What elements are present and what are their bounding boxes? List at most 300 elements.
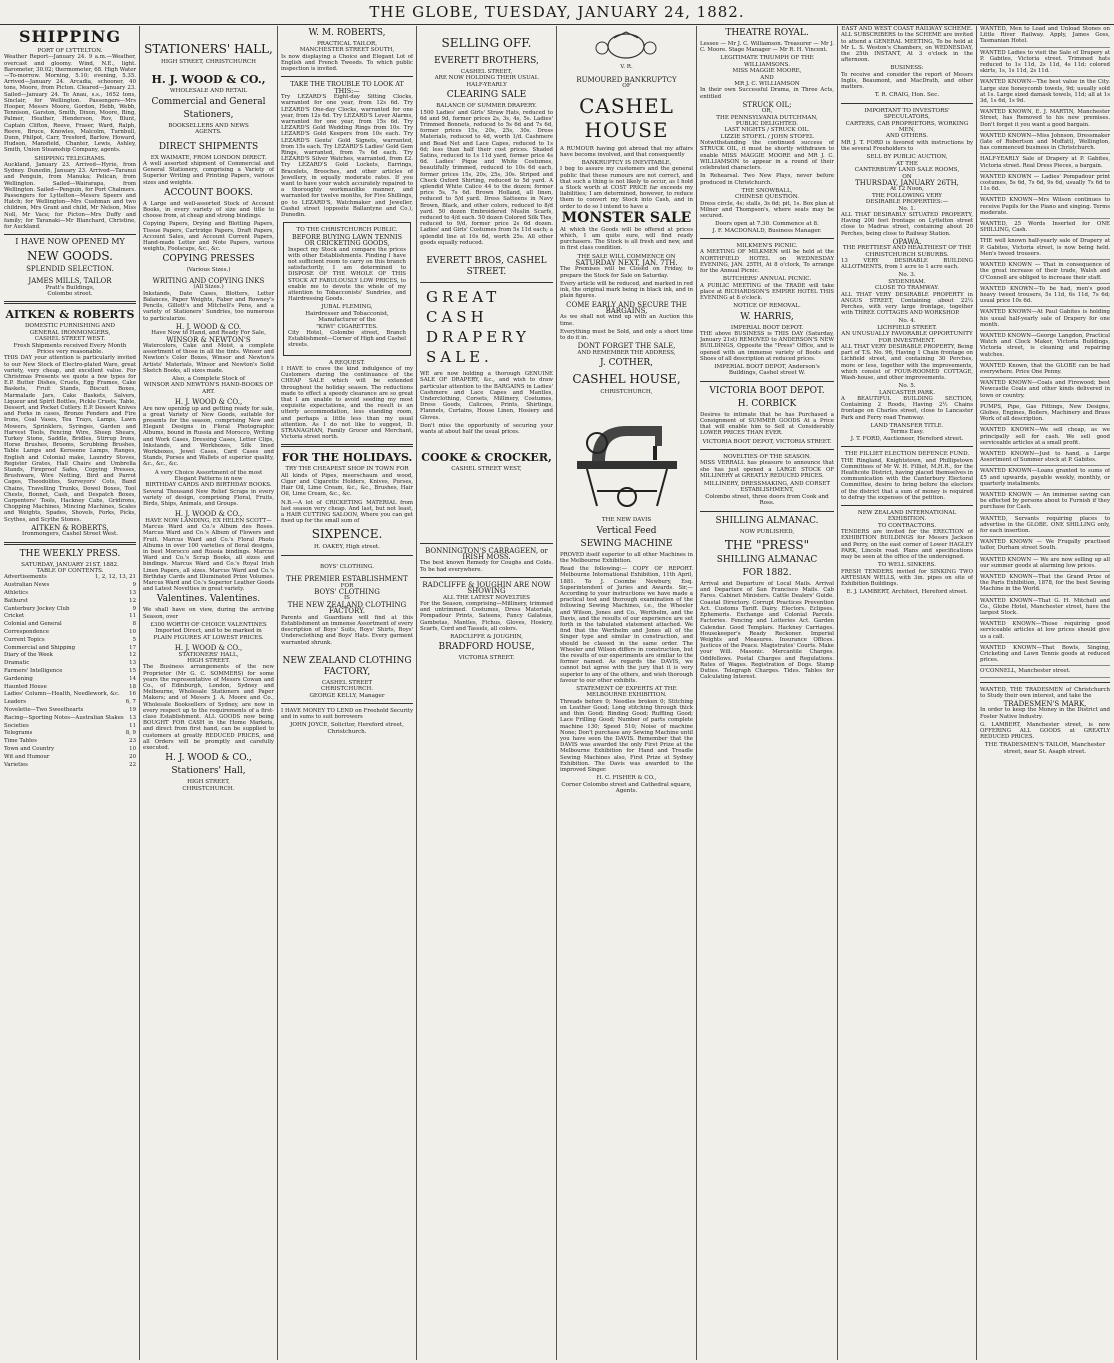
wanted-ad: WANTED KNOWN — An immense saving can be effected by persons about to Furnish if they purchase for Cash.	[980, 492, 1110, 514]
tradesmens-tailor: THE TRADESMEN'S TAILOR, Manchester street, near St. Asaph street.	[984, 742, 1106, 755]
port-heading: PORT OF LYTTELTON.	[37, 48, 103, 54]
column-8	[980, 26, 1110, 1360]
davis: THE NEW DAVIS	[601, 517, 652, 524]
relief: Several Thousand New Relief Scraps in every variety of design, comprising Floral, Fruits, Birds, Ships, Animals, and Groups.	[143, 488, 274, 508]
struck-oil: STRUCK OIL;	[742, 100, 792, 109]
wanted-ad: WANTED KNOWN—Those requiring good serviceable articles at low prices should give us a call.	[980, 621, 1110, 643]
dutchman: THE PENNSYLVANIA DUTCHMAN,	[716, 114, 818, 121]
tailor: PRACTICAL TAILOR,	[316, 41, 377, 47]
wood-2: H. J. WOOD & CO.	[175, 322, 242, 331]
corbick-addr: VICTORIA BOOT DEPOT, VICTORIA STREET.	[702, 438, 832, 445]
doors: Doors open at 7.30. Commence at 8.	[715, 221, 819, 228]
colombo: Colombo street.	[47, 290, 93, 297]
exhibition: NEW ZEALAND INTERNATIONAL EXHIBITION.	[857, 509, 957, 523]
landing: HAVE NOW LANDING, EX HELEN SCOTT—	[145, 517, 272, 524]
wanted-ad: WANTED, Servants requiring places to advertise in the GLOBE. ONE SHILLING only, for each insertion.	[980, 516, 1110, 538]
toc-item-page: 11	[129, 613, 136, 620]
domestic: DOMESTIC FURNISHING AND	[24, 323, 116, 330]
toc-item	[4, 738, 136, 746]
agents: AGENTS.	[195, 129, 222, 136]
victoria-boot: VICTORIA BOOT DEPOT.	[709, 385, 825, 396]
account-books: ACCOUNT BOOKS.	[164, 187, 253, 198]
legitimate: LEGITIMATE TRIUMPH OF THE WILLIAMSONS.	[720, 55, 814, 68]
toc-item	[4, 652, 136, 660]
lambert: E. J. LAMBERT, Architect, Hereford street.	[846, 589, 968, 596]
public: PUBLIC DELIGHTED.	[735, 121, 799, 128]
selling-off: SELLING OFF.	[441, 36, 532, 50]
toc-item-name: Novelette—Two Sweethearts	[4, 707, 84, 714]
wanted-ad: WANTED KNOWN — We are now selling up all our summer goods at alarming low prices.	[980, 557, 1110, 572]
auction-note: As we shall not wind up with an Auction this time.	[560, 314, 693, 327]
toc-item-page: 9	[132, 582, 136, 589]
everett-sign: EVERETT BROS, CASHEL STREET.	[426, 256, 547, 278]
kiwi: "KIWI" CIGARETTES.	[316, 323, 378, 330]
victoria-4: VICTORIA STREET.	[458, 655, 515, 662]
toc-item	[4, 676, 136, 684]
christchurch-2: CHRISTCHURCH.	[182, 785, 235, 792]
booksellers: BOOKSELLERS AND NEWS	[168, 122, 249, 129]
toc-item	[4, 707, 136, 715]
rehearsal: In Rehearsal. Two New Plays, never before produced in Christchurch.	[700, 173, 834, 186]
cooke-addr: CASHEL STREET WEST,	[451, 466, 522, 473]
toc-item	[4, 723, 136, 731]
winsor-also: Also, a Complete Stock of	[172, 375, 245, 382]
cashel-st: CASHEL STREET WEST.	[34, 336, 106, 343]
val-plain: PLAIN FIGURES AT LOWEST PRICES.	[153, 634, 264, 641]
choice: A very Choice Assortment of the most Elegant Patterns in new	[154, 469, 263, 482]
winsor-head: Have Now to Hand, and Ready For Sale,	[151, 330, 266, 337]
davis-text: Read the following:— COPY OF REPORT. Melbourne International Exhibition, 11th April, 1881. To J. Coombe Newbury, Esq. Superintendent of Juries and Awards. Sir,—According to your instructions we have made a practical test and thorough examination of the following Sewing Machines, i.e., the Wheeler and Wilson, Jones and Co., Werthelm, and the Davis, and the results of our experience are set forth in the tabulated statement attached. We find that the Werthelm and Jones all of the Singer type and similar in construction, and should be classed in the same order. The Wheeler and Wilson differs in construction, but the results of our experiments are similar to the former named. As regards the DAVIS, we cannot but agree with the jury that it is very superior to any of the others, and wish thorough favour to our other exhibits.	[560, 566, 693, 684]
opawa: OPAWA.	[892, 237, 922, 246]
telegrams-report: Auckland, January 23. Arrived—Hyrie, from Sydney. Dunedin, January 23. Arrived—Taranui and Penguin, from Manuka; Pelican, from Wellington. Sailed—Wairarapa, from Wellington. Sailed—Penguin, for Port Chalmers. Passengers for Lyttelton—Messrs Speers and Hatch; for Wellington—Mrs Cushman and two children, Mrs Grant and child, Mr Nelson, Miss Noll, Mr Vace; for Picton—Mrs Duffy and family; for Taranaki—Mr Blanchard, Christine, for Auckland.	[4, 162, 136, 231]
no5-text: A BEAUTIFUL BUILDING SECTION, Containing 2 Roods, Having 2½ Chains frontage on Charles street, close to Lancaster Park and Ferry road Tramway.	[841, 396, 973, 421]
before: BEFORE BUYING LAWN TENNIS OR CRICKETING GOODS,	[292, 232, 402, 248]
toc-item-name: Telegrams	[4, 730, 33, 737]
rooms: CANTERBURY LAND SALE ROOMS,	[854, 167, 960, 174]
wood-5: H. J. WOOD & CO.,	[174, 644, 243, 653]
toc-item-name: Farmers' Intelligence	[4, 668, 63, 675]
sixpence: SIXPENCE.	[311, 527, 383, 542]
monster-sale: MONSTER SALE	[561, 209, 692, 226]
boys-heading: BOYS' CLOTHING.	[320, 563, 374, 570]
wanted-ad: WANTED KNOWN—That Bowls, Singing, Cricketing and Lawn Tennis goods at reduced prices.	[980, 645, 1110, 667]
election: THE FILLIET ELECTION DEFENCE FUND.	[844, 451, 970, 458]
toc-item-name: Colonial and General	[4, 621, 62, 628]
bonnington: BONNINGTON'S CARRAGEEN, or IRISH MOSS.	[425, 546, 548, 561]
great-cash-sale: GREAT CASH DRAPERY SALE.	[426, 288, 530, 367]
wanted-ad: WANTED KNOWN—Coals and Firewood; best Newcastle Coals and other kinds delivered in town or country.	[980, 380, 1110, 402]
wanted-ad: WANTED KNOWN, E. J. MARTIN, Manchester Street, has Removed to his new premises. Don't forget it you want a good bargain.	[980, 109, 1110, 131]
toc-item-name: Gardening	[4, 675, 33, 682]
holidays: FOR THE HOLIDAYS.	[281, 451, 413, 465]
toc-item-page: 16	[129, 691, 136, 698]
wanted-list	[980, 26, 1110, 678]
bradford: BRADFORD HOUSE,	[438, 642, 535, 653]
column-1	[4, 26, 136, 1360]
masthead: THE GLOBE, TUESDAY, JANUARY 24, 1882.	[0, 0, 1114, 25]
val-imported: Imported Direct, and to be marked in	[155, 628, 262, 635]
valentines: Valentines. Valentines.	[156, 594, 261, 605]
toc-item-page: 12	[129, 652, 136, 659]
request-text: I HAVE to crave the kind indulgence of my Customers during the continuance of the CHEAP SALE which will be extended throughout the holiday season. The reductions made to effect a speedy clearance are so great that I am unable to avoid seeding my most exquisite expectations, and the result is an utterly accommodation, less standing room, and perhaps a little less than my usual attention. As I do not like to suggest, D. STRANAGHAN, Family Grocer and Merchant, Victoria street north.	[281, 365, 413, 441]
column-7	[841, 26, 973, 1360]
no1-text: ALL THAT DESIRABLY SITUATED PROPERTY, Having 200 feet frontage on Lyttelton street close to Madras street, containing about 20 Perches, being close to Railway Station.	[841, 211, 973, 237]
wanted-ad: WANTED, 25 Words Inserted for ONE SHILLING, Cash.	[980, 221, 1110, 236]
cooke: COOKE & CROCKER,	[421, 451, 552, 465]
column-2	[143, 26, 274, 1360]
rumoured: RUMOURED BANKRUPTCY	[576, 75, 677, 84]
last-nights: LAST NIGHTS / STRUCK OIL.	[724, 127, 810, 134]
column-3	[281, 26, 413, 1360]
toc-item	[4, 613, 136, 621]
carters: CARTERS, CAB PROPRIETORS, WORKING MEN,	[845, 120, 969, 134]
fisher-addr: Corner Colombo street and Cathedral square, Agents.	[561, 781, 692, 795]
awards-head: STATEMENT OF EXPERTS AT THE MELBOURNE EXHIBITION.	[576, 686, 677, 699]
following: THE FOLLOWING VERY	[872, 192, 942, 199]
wanted-ad: WANTED KNOWN—To be had, men's good heavy tweed trousers, 5s 11d, 6s 11d, 7s 6d; usual price 10s 6d.	[980, 286, 1110, 308]
landing-text: Marcus Ward and Co.'s Album des Roses. Marcus Ward and Co.'s Album of Flowers and Fruit. Marcus Ward and Co.'s Floral Photo Albums in over 100 varieties of floral designs, in best Morocco and Russia bindings. Marcus Ward and Co.'s Scrap Books, all sizes and bindings. Marcus Ward and Co.'s Royal Irish Linen Papers, all sizes. Marcus Ward and Co.'s Birthday Cards and Illuminated Prize Volumes. Marcus Ward and Co.'s Superior Leather Goods and Latest Novelties in great variety.	[143, 524, 274, 593]
inks-text: Inkstands, Date Cases, Blotters, Letter Balances, Paper Weights, Faber and Rowney's Pencils, Gillott's and Mitchell's Pens, and a variety of Stationers' Sundries, too numerous to particularize.	[143, 290, 274, 322]
notwith: Notwithstanding the continued success of STRUCK OIL, it must be shortly withdrawn to enable MISS MAGGIE MOORE and MR J. C. WILLIAMSON to appear in a round of their celebrated characters.	[700, 140, 834, 172]
toc-item-page: 1, 2, 12, 13, 21	[94, 574, 136, 581]
wanted-ad: WANTED KNOWN—Miss Johnson, Dressmaker (late of Robertson and Moffatt), Wellington, has commenced business in Christchurch.	[980, 133, 1110, 155]
toc-item-name: Canterbury Jockey Club	[4, 605, 70, 612]
toc-item-name: Advertisements	[4, 574, 47, 581]
for-label: FOR	[340, 582, 354, 589]
closed: The Premises will be Closed on Friday, to prepare the Stock for Sale on Saturday.	[560, 266, 693, 279]
radcliffe: RADCLIFFE & JOUGHIN ARE NOW SHOWING	[422, 580, 551, 596]
toc-item	[4, 645, 136, 653]
aitken-heading: AITKEN & ROBERTS	[5, 308, 135, 322]
no4-text: ALL THAT VERY DESIRABLE PROPERTY, Being part of T.S. No. 96, Having 1 Chain frontage on Lichfield street, and containing 30 Perches, more or less, together with the improvements, which consist of FOUR-ROOMED COTTAGE, Wash-house, and other improvements.	[841, 344, 973, 382]
toc-item-page: 13	[129, 590, 136, 597]
stationers-hall: STATIONERS' HALL,	[144, 42, 273, 56]
birthday: BIRTHDAY CARDS AND BIRTHDAY BOOKS.	[145, 482, 272, 489]
toc-item-page: 11	[129, 722, 136, 729]
toc-item	[4, 730, 136, 738]
tramway: CLOSE TO TRAMWAY.	[874, 285, 940, 292]
wells: TO WELL SINKERS.	[878, 562, 936, 569]
boys-clothing: BOYS' CLOTHING	[314, 588, 380, 597]
everett: EVERETT BROTHERS,	[434, 56, 539, 66]
fresh: Fresh Shipments received Every Month	[13, 342, 127, 349]
toc-item	[4, 582, 136, 590]
cricket-box	[283, 222, 411, 355]
weekly-press: THE WEEKLY PRESS.	[19, 548, 121, 559]
wanted-ad: WANTED KNOWN—Loans granted to sums of £5 and upwards, payable weekly, monthly, or quarterly instalments.	[980, 468, 1110, 490]
contractors: TO CONTRACTORS.	[877, 522, 937, 529]
for-1882: FOR 1882.	[742, 568, 792, 579]
clearing-sale: CLEARING SALE	[446, 90, 527, 101]
clocks-text: Try LEZARD'S Eight-day Sitting Clocks, warranted for one year, from 12s 6d. Try LEZARD'S One-day Clocks, warranted for one year, from 12s 6d. Try LEZARD'S Lever Alarms, warranted for one year, from 15s 6d. Try LEZARD'S Gold Wedding Rings from 10s. Try LEZARD'S Gold Keepers from 10s each. Try LEZARD'S Genta' Gold Signets, warranted, from 15s each. Try LEZARD'S Ladies' Gold Gem Rings, warranted, from 7s 6d each. Try LEZARD'S Silver Watches, warranted, from £2. Try LEZARD'S Gold Lockets, Earrings, Bracelets, Brooches, and other articles of Jewellery, in equally moderate rates. If you want to have your watch accurately repaired to a thoroughly workmanlike manner, and warranted for twelve months, for Five Shillings, go to LEZARD'S, Watchmaker and Jeweller, Cashel street (opposite Ballantyne and Co.), Dunedin.	[281, 94, 413, 219]
money: I HAVE MONEY TO LEND on Freehold Security and in sums to suit borrowers	[281, 707, 413, 721]
christchurch-5: CHRISTCHURCH,	[600, 388, 653, 395]
prettiest: THE PRETTIEST AND HEALTHIEST OF THE CHRISTCHURCH SUBURBS.	[842, 245, 972, 258]
lambert-t: G. LAMBERT, Manchester street, is now OFFERING ALL GOODS at GREATLY REDUCED PRICES.	[980, 721, 1110, 741]
dont-forget: DONT FORGET THE SALE,	[577, 342, 676, 351]
toc-item-name: Bathurst	[4, 597, 28, 604]
ironmongers: GENERAL IRONMONGERS,	[29, 329, 111, 336]
shilling-almanac-2: SHILLING ALMANAC	[716, 555, 818, 566]
toc-item-page: 15	[129, 668, 136, 675]
trademark: TRADESMEN'S MARK,	[1003, 700, 1087, 709]
wood-4: H. J. WOOD & CO.,	[174, 510, 243, 519]
roberts-text: Is now displaying a Choice and Elegant Lot of English and French Tweeds. To which public inspection is invited.	[281, 53, 413, 73]
toc-item-name: Cricket	[4, 613, 25, 620]
theatre-staff: Lessee — Mr J. C. Williamson. Treasurer — Mr J. C. Moore. Stage Manager — Mr R. H. Vincent.	[700, 41, 834, 54]
have-now: I HAVE NOW OPENED MY	[15, 237, 125, 247]
verrall: MISS VERRALL has pleasure to announce that she has just opened a LARGE STOCK OF MILLINERY at GREATLY REDUCED PRICES.	[700, 460, 834, 479]
winsor: WINSOR & NEWTON'S	[166, 335, 251, 344]
auction: SELL BY PUBLIC AUCTION,	[866, 154, 948, 161]
splendid: SPLENDID SELECTION.	[26, 264, 114, 273]
important: IMPORTANT TO INVESTORS' SPECULATORS,	[864, 107, 950, 121]
ford: MR J. T. FORD is favored with instructions by the several Freeholders to	[841, 139, 973, 153]
bonnington-text: The best known Remedy for Coughs and Colds. To be had everywhere.	[420, 560, 553, 573]
awards-text: Threads before 0; Needles broken 0; Stitching on Leather Good; Long stitching through thick and thin Good; Binding Good; Ruffling Good; Lace Frilling Good; Number of parts complete machine 130; Speed 510; Noise of machine None; Don't purchase any Sewing Machine until you have seen the DAVIS. Remember that the DAVIS was awarded the only First Prize at the Melbourne Exhibition for Hand and Treadle Sewing Machines also, First Prize at Sydney Exhibition. The Davis was awarded to the improved Singer.	[560, 698, 693, 774]
waimate: EX WAIMATE, FROM LONDON DIRECT.	[150, 154, 267, 161]
toc-item-page: 13	[129, 660, 136, 667]
press-title: THE "PRESS"	[724, 538, 810, 553]
business: BUSINESS:	[890, 65, 924, 72]
and-1: AND	[760, 74, 774, 81]
wanted-ad: WANTED Known, that the GLOBE can be had everywhere. Price One Penny.	[980, 363, 1110, 378]
wanted-ad: PUMPS, Pipe, Gas Fittings, New Designs, Globes, Engines, Boilers, Machinery and Brass Work of all description.	[980, 404, 1110, 426]
new-goods: NEW GOODS.	[27, 248, 113, 263]
novelties-text: For the Season, comprising—Millinery, trimmed and untrimmed. Costumes, Dress Materials, Pompadour Prints, Sateens, Fancy Galateas, Gambetas, Mantles, Fichus, Gloves, Hosiery, Scarfs, Cord and Tassels, all colors.	[420, 600, 553, 632]
bankruptcy: BANKRUPTCY IS INEVITABLE,	[581, 160, 672, 167]
toc-item	[4, 684, 136, 692]
wanted-ad: HALF-YEARLY Sale of Drapery at P. Gabites, Victoria street. Real Dress Pieces, a bargain.	[980, 156, 1110, 171]
copying-text: Copying Papers, Drying and Blotting Papers, Tissue Papers, Cartridge Papers, Draft Papers, Account Sales, and Account Current Papers, Hand-made Letter and Note Papers, various weights, Foolscaps, &c., &c.	[143, 221, 274, 253]
toc-item-name: Athletics	[4, 590, 29, 597]
toc-item-page: 8, 9	[125, 730, 136, 737]
toc-item-name: Town and Country	[4, 746, 55, 752]
toc-item-name: Wit and Humour	[4, 753, 50, 760]
toc-item	[4, 691, 136, 699]
wanted-ad: O'CONNELL, Manchester street.	[980, 668, 1110, 677]
harris-text: THE above BUSINESS is THIS DAY (Saturday, January 21st) REMOVED to ANDERSON'S NEW BUILDINGS, Opposite the "Press" Office, and is opened with an immense variety of Boots and Shoes of all description at reduced prices.	[700, 330, 834, 362]
toc-item-name: Ladies' Column—Health, Needlework, &c.	[4, 691, 120, 698]
railway-text: ALL SUBSCRIBERS to the SCHEME are invited to attend a GENERAL MEETING, To be held at Mr L. S. Weston's Chambers, on WEDNESDAY, the 25th INSTANT, At 3 o'clock in the afternoon.	[841, 32, 973, 64]
boys-text: Parents and Guardians will find at this Establishment an immense Assortment of every description of Boys' Suits, Boys' Shirts, Boys' Undersclothing and Boys' Hats. Every garment warranted shrunk.	[281, 614, 413, 646]
no4: No. 4.	[898, 318, 916, 325]
remember-address: AND REMEMBER THE ADDRESS,	[577, 349, 676, 356]
request: A REQUEST.	[328, 359, 365, 366]
verrall-addr: Colombo street, three doors from Cook and Ross.	[705, 493, 829, 507]
fleming: JUBAL FLEMING,	[321, 304, 373, 311]
balance: BALANCE OF SUMMER DRAPERY.	[436, 103, 537, 110]
millinery: MILLINERY, DRESSMAKING, AND CORSET ESTABLISHMENT,	[703, 481, 831, 494]
toc-item	[4, 754, 136, 762]
sydenham: SYDENHAM.	[888, 278, 926, 285]
nz-factory: THE NEW ZEALAND CLOTHING FACTORY.	[287, 600, 407, 616]
vr: V. R.	[620, 64, 633, 71]
toc-item-name: Australian News	[4, 582, 50, 589]
stationers-hall-2: STATIONERS' HALL,	[178, 651, 239, 658]
toc-item	[4, 598, 136, 606]
val-text: We shall have on view, during the arriving Season, over	[143, 607, 274, 620]
toc-item-page: 13	[129, 714, 136, 721]
no1: No. 1.	[898, 205, 916, 212]
toc-item-page: 6, 7	[125, 699, 136, 706]
aitken-text: THIS DAY your attention is particularly invited to our New Stock of Electro-plated Ware, great variety, very cheap, and excellent value. For Christmas Presents we quote a few types for E.P. Butter Dishes, Cruets, Egg Frames, Cake Baskets, Fruit Stands, Biscuit Boxes, Marmalade Jars, Cake Baskets, Salvers, Liqueur and Spirit Bottles, Pickle Cruets, Table, Dessert, and Pocket Cutlery. E.P. Dessert Knives and Forks in cases, Bronze Fenders and Fire Irons, Coal Vases, Tea Trays, Lamps, Lawn Mowers, Sprinklers, Syringes, Garden and Harvest Tools, Fencing Wire, Sheep Shears, Turkey Stone, Saddle, Bridles, Stirrup Irons, Horse Brushes, Brooms, Scrubbing Brushes, Table Lamps and Kerosene Lamps, Ranges, English and Colonial make, Laundry Stoves, Register Grates, Hall Chairs and Umbrella Stands, Fireproof Safes, Copying Presses, Brushware, Wire Netting, Bird and Parrot Cages, Theodolites, Surveyors' Cots, Band Chains, Travelling Trunks, Dowel Boxes, Tool Chests, Bonnet, Cash, and Despatch Boxes, Carpenters' Tools, Hackney Cabs, Gridirons, Chopping Machines, Mincing Machines, Scales and Weights, Spades, Shovels, Forks, Picks, Scythes, and Scythe Stones.	[4, 355, 136, 523]
novelties: ALL THE LATEST NOVELTIES	[443, 594, 530, 601]
stofel: LIZZIE STOFEL / JOHN STOFEL	[720, 133, 814, 140]
cashel-3: CASHEL STREET	[321, 679, 373, 686]
cother: J. COTHER,	[600, 357, 653, 368]
toc-item-name: Commercial and Shipping	[4, 644, 76, 651]
toc-item	[4, 574, 136, 582]
craig: T. R. CRAIG, Hon. Sec.	[874, 92, 940, 99]
stationers-hall-3: Stationers' Hall,	[171, 766, 246, 777]
or-label: OR,	[761, 108, 773, 115]
wanted-ad: WANTED KNOWN—Just to hand, a Large Assortment of Summer stock at P. Gabites.	[980, 451, 1110, 466]
toc-item	[4, 660, 136, 668]
toc-item-name: Diary of the Week	[4, 652, 53, 659]
wood3-text: Are now opening up and getting ready for sale, a great Variety of New Goods, suitable for presents for the season, comprising New and Elegant Designs in Floral Photographic Albums, bound in Russia and Morocco, Writing and Work Cases, Dressing Cases, Letter Clips, Inkstands, and Workboxes, Silk lined Workboxes, Jewel Cases, Card Cases and Stands, Purses and Wallets of superior quality, &c., &c., &c.	[143, 405, 274, 468]
cashel-house: CASHEL HOUSE	[579, 93, 674, 142]
lancaster: LANCASTER PARK.	[878, 389, 936, 396]
column-5	[560, 26, 693, 1360]
premier: THE PREMIER ESTABLISHMENT	[286, 575, 408, 584]
railway: EAST AND WEST COAST RAILWAY SCHEME.	[841, 26, 973, 32]
wells-text: FRESH TENDERS invited for SINKING TWO ARTESIAN WELLS, with 3in. pipes on site of Exhibition Buildings.	[841, 568, 973, 587]
chch-3: CHRISTCHURCH.	[320, 686, 374, 693]
theatre-text: In their own Successful Drama, in Three Acts, entitled	[700, 87, 834, 100]
theatre-royal: THEATRE ROYAL.	[725, 28, 809, 38]
toc-item-page: 17	[129, 644, 136, 651]
fleming-sub: Hairdresser and Tobacconist, Manufacturer of the	[305, 310, 389, 324]
others: AND OTHERS.	[885, 133, 929, 140]
aitken-sign: AITKEN & ROBERTS,	[31, 523, 109, 532]
milkmen-text: A MEETING OF MILKMEN will be held at the NORTHFIELD HOTEL on WEDNESDAY EVENING, JAN. 25TH, At 8 o'clock, To arrange for the Annual Picnic.	[700, 249, 834, 274]
telegrams-heading: SHIPPING TELEGRAMS.	[34, 155, 106, 162]
cashel-4: CASHEL STREET,	[460, 69, 513, 75]
nz-factory-2: NEW ZEALAND CLOTHING FACTORY,	[282, 655, 412, 677]
toc-item	[4, 621, 136, 629]
pratt: Pratt's Buildings,	[45, 284, 95, 291]
desirable: DESIRABLE PROPERTIES:—	[865, 199, 949, 206]
removal: NOTICE OF REMOVAL.	[733, 303, 801, 310]
toc-item-page: 12	[129, 597, 136, 604]
clocks-head: TAKE THE TROUBLE TO LOOK AT THIS:—	[290, 80, 404, 95]
jcw: MR J. C. WILLIAMSON	[734, 81, 800, 88]
stationers: Stationers,	[183, 109, 234, 120]
winsor-2: WINSOR AND NEWTON'S HAND-BOOKS OF ART.	[143, 382, 274, 395]
now-published: NOW PUBLISHED,	[739, 528, 795, 535]
direct-text: A well assorted shipment of Commercial and General Stationery, comprising a Variety of Superior Writing and Printing Papers, various sizes and weights.	[143, 161, 274, 186]
harris: W. HARRIS,	[740, 311, 794, 322]
toc-item	[4, 668, 136, 676]
cashel-house-2: CASHEL HOUSE,	[572, 371, 681, 386]
commence: THE SALE WILL COMMENCE ON	[577, 253, 676, 260]
toc-item-name: Correspondence	[4, 629, 49, 636]
royal-arms-icon	[560, 26, 693, 62]
toc-item-page: 19	[129, 707, 136, 714]
ford-sign: J. T. FORD, Auctioneer, Hereford street.	[850, 435, 964, 442]
lichfield: LICHFIELD STREET.	[877, 324, 937, 331]
almanac-text: Arrival and Departure of Local Mails. Arrival and Departure of San Francisco Mails. Cab Fares. Cabinet Ministers. Cattle Dealers' Guide. Coastal Directory. Corrupt Practices Prevention Act. Customs Tariff. Dairy. Electors. Eclipses. Ephemeris. Exchange and Colonial Parcels. Factories. Fencing and Lotteries Act. Garden Calendar. Good Templars. Hackney Carriages. Housekeeper's Ready Reckoner. Imperial Weights and Measures. Insurance Offices. Justices of the Peace. Magistrates' Courts. Make your Will. Masonic. Mercantile Charges. Oddfellows. Postal Charges and Regulations. Rates of Wages. Registration of Dogs. Stamp Duties. Telegraph Charges. Tides. Tables for Calculating Interest.	[700, 581, 834, 681]
copying-sub: (Various Sizes.)	[186, 267, 231, 274]
toc-item-name: Racing—Sporting Notes—Australian Stakes	[4, 714, 124, 721]
val-worth: £300 WORTH OF CHOICE VALENTINES	[150, 621, 267, 628]
sewing-machine: SEWING MACHINE	[580, 538, 673, 549]
copying-presses: COPYING PRESSES	[162, 254, 255, 265]
account-text: A Large and well-assorted Stock of Account Books, in every variety of size and title to choose from, at cheap and strong bindings.	[143, 200, 274, 220]
commercial: Commercial and General	[151, 96, 266, 107]
toc-item-page: 8	[132, 621, 136, 628]
pipes: All kinds of Pipes, meerschaum and wood, Cigar and Cigarette Holders, Knives, Purses, Hair Oil, Lime Cream, &c., &c., Brushes, Hair Oil, Lime Cream, &c., &c.	[281, 472, 413, 498]
wanted-ad: WANTED KNOWN—The best value in the City. Large size honeycomb towels, 9d; usually sold at 1s. Large sized damask towels, 11d; all at 1s 3d, 1s 6d, 1s 9d.	[980, 79, 1110, 107]
terms: Terms Easy.	[890, 429, 924, 436]
shilling-almanac: SHILLING ALMANAC.	[715, 515, 819, 526]
wanted-ad: WANTED, Men to Load and Unload Stones on Little River Railway. Apply, James Goss, Tasmanian Hotel.	[980, 26, 1110, 48]
wanted-ad: WANTED Ladies to visit the Sale of Drapery at P. Gabites, Victoria street. Trimmed hats reduced to 1s 11d, 2s 11d, 4s 11d; colored skirts, 1s, 1s 11d, 2s 11d.	[980, 50, 1110, 78]
radcliffe-sign: RADCLIFFE & JOUGHIN,	[450, 633, 523, 640]
toc-item-page: 20	[129, 753, 136, 760]
no2-text: 13 VERY DESIRABLE BUILDING ALLOTMENTS, from 1 acre to 1 acre each.	[841, 257, 973, 271]
toc-item-page: 23	[129, 738, 136, 745]
wanted-ad: WANTED KNOWN — Ladies' Pompadour print costumes, 5s 6d, 7s 6d, 9s 6d, usually 7s 6d to 11s 6d.	[980, 174, 1110, 196]
roberts: W. M. ROBERTS,	[308, 28, 386, 38]
high-st: HIGH STREET, CHRISTCHURCH	[160, 59, 256, 65]
wanted-ad: WANTED KNOWN—George Langdon, Practical Watch and Clock Maker, Victoria Buildings, Victoria street, is cleaning and repairing watches.	[980, 333, 1110, 361]
at-the: AT THE	[896, 160, 918, 167]
cricket-text: Inspect my Stock and compare the prices with other Establishments. Finding I have not sufficient room to carry on this branch satisfactorily, I am determined to DISPOSE OF THE WHOLE OF THIS STOCK AT FABULOUSLY LOW PRICES, to enable me to devote the whole of my attention to Tobacconists' Sundries, and Hairdressing Goods.	[288, 246, 406, 303]
toc-item-page: 18	[129, 683, 136, 690]
prices: Prices very reasonable.	[36, 348, 104, 355]
proved: PROVED itself superior to all other Machines in the Melbourne Exhibition.	[560, 551, 693, 564]
wood-heading: H. J. WOOD & CO.,	[151, 73, 266, 87]
cricket-to: TO THE CHRISTCHURCH PUBLIC.	[296, 227, 398, 234]
no3: No. 3.	[898, 272, 916, 279]
toc-list	[4, 574, 136, 769]
wanted-ad: WANTED KNOWN—Mrs Wilson continues to receive Pupils for the Piano and singing. Terms moderate.	[980, 197, 1110, 219]
no3-text: ALL THAT VERY DESIRABLE PROPERTY in ANGUS STREET, Containing about 22¼ Perches, with very large frontage, together with THREE COTTAGES AND WORKSHOP.	[841, 291, 973, 317]
inks: WRITING AND COPYING INKS	[152, 276, 265, 285]
come-early: COME EARLY AND SECURE THE BARGAINS,	[566, 300, 687, 315]
toc-item-page: 22	[129, 761, 136, 768]
trade-text: In order to keep the Money in the District and Foster Native Industry.	[980, 707, 1110, 720]
maggie: MISS MAGGIE MOORE,	[732, 68, 802, 75]
toc-item-name: Dramatic	[4, 660, 30, 667]
toc-item-name: Current Topics	[4, 636, 45, 643]
wholesale: WHOLESALE AND RETAIL	[169, 88, 248, 95]
wanted-ad: WANTED KNOWN—At Paul Gabites is holding his usual half-yearly sale of Drapery for one month.	[980, 309, 1110, 331]
shipping-heading: SHIPPING	[19, 27, 121, 46]
no5: No. 5.	[898, 383, 916, 390]
toc-item-page: 10	[129, 629, 136, 636]
wood-3: H. J. WOOD & CO.,	[174, 398, 243, 407]
unusually: AN UNUSUALLY FAVORABLE OPPORTUNITY FOR INVESTMENT.	[841, 331, 973, 344]
high-st-2: HIGH STREET.	[187, 657, 230, 664]
weekly-date: SATURDAY, JANUARY 21ST, 1882.	[21, 561, 119, 568]
butchers-text: A PUBLIC MEETING of the TRADE will take place at RICHARDSON'S EMPIRE HOTEL THIS EVENING at 8 o'clock.	[700, 282, 834, 301]
butchers: BUTCHERS' ANNUAL PICNIC.	[722, 276, 812, 283]
rumour-text: A RUMOUR having got abroad that my affairs have become involved, and that consequently	[560, 145, 693, 158]
half-yearly: HALF-YEARLY	[466, 81, 507, 88]
corbick: H. CORBICK	[737, 398, 797, 409]
column-4	[420, 26, 553, 1360]
toc-item-name: Leaders	[4, 699, 26, 706]
on-label: ON	[902, 173, 912, 180]
toc-item-name: Varieties	[4, 761, 28, 768]
toc-item	[4, 606, 136, 614]
novelties-season: NOVELTIES OF THE SEASON.	[723, 454, 811, 461]
kelly: GEORGE KELLY, Manager	[309, 692, 385, 699]
monster-text: At which the Goods will be offered at prices which, I am quite sure, will find ready purchasers. The Stock is all fresh and new, and in first class condition.	[560, 226, 693, 252]
